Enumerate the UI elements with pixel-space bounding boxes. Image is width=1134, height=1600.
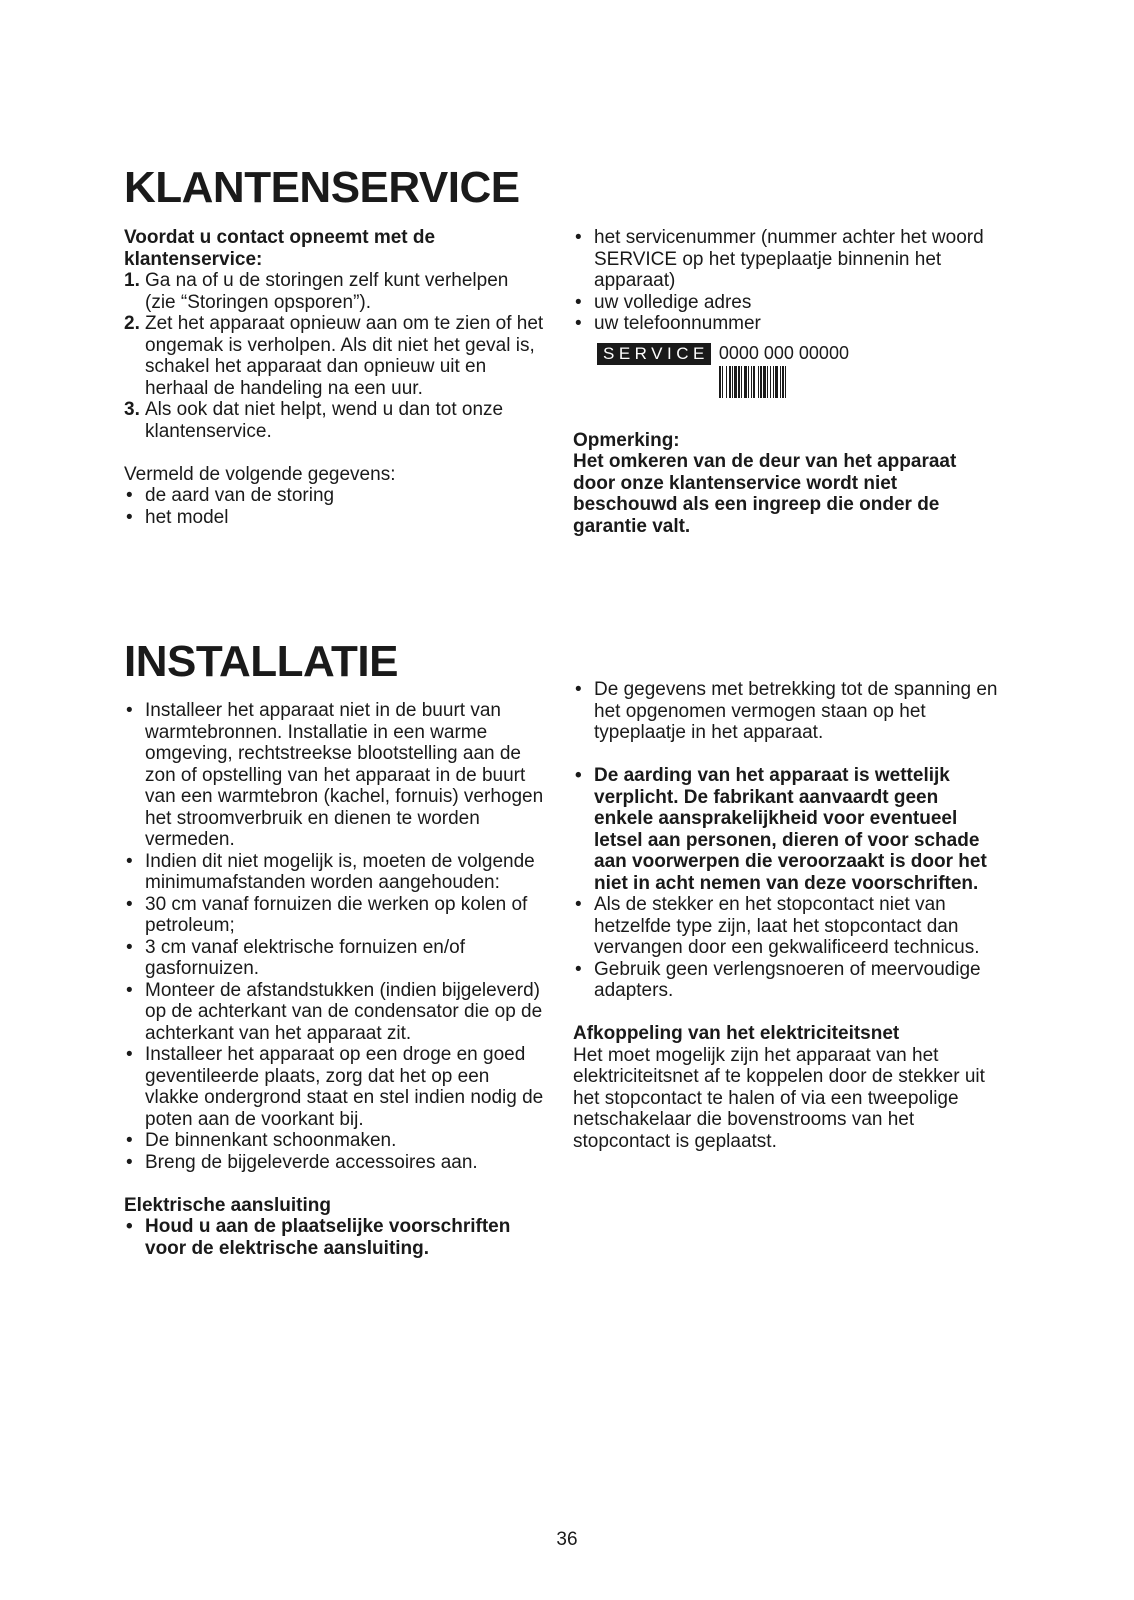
intro-heading: Voordat u contact opneemt met de klantenservice:: [124, 227, 436, 270]
note-text: Het omkeren van de deur van het apparaat door onze klantenservice wordt niet beschouwd als een ingreep die onder de garantie valt.: [573, 451, 957, 537]
electrical-info-list: [573, 679, 998, 744]
note-heading: Opmerking:: [573, 429, 680, 451]
list-item: • Gebruik geen verlengsnoeren of meervoudige adapters.: [573, 959, 998, 1002]
list-item: • Als de stekker en het stopcontact niet van hetzelfde type zijn, laat het stopcontact dan vervangen door een gekwalificeerd technicus.: [573, 894, 998, 959]
service-label: SERVICE: [597, 343, 711, 365]
service-badge: [597, 343, 998, 398]
info-intro: Vermeld de volgende gegevens:: [124, 463, 396, 485]
klantenservice-left-column: [124, 227, 544, 528]
list-item: • Installeer het apparaat op een droge en goed geventileerde plaats, zorg dat het op een vlakke ondergrond staat en stel indien nodig de poten aan de voorkant bij.: [124, 1044, 544, 1130]
step-item: 3. Als ook dat niet helpt, wend u dan tot onze klantenservice.: [124, 399, 504, 442]
list-item: • het model: [124, 507, 544, 529]
installation-list: [124, 700, 544, 1173]
list-item: • Breng de bijgeleverde accessoires aan.: [124, 1152, 544, 1174]
grounding-list: [573, 765, 998, 1002]
list-item: • Installeer het apparaat niet in de buurt van warmtebronnen. Installatie in een warme omgeving, rechtstreekse blootstelling aan de zon of opstelling van het apparaat in de buurt van een warmtebron (kachel, fornuis) verhogen het stroomverbruik en dienen te worden vermeden.: [124, 700, 544, 851]
barcode-icon: [719, 366, 855, 398]
list-item: • Houd u aan de plaatselijke voorschriften voor de elektrische aansluiting.: [124, 1216, 544, 1259]
list-item: • 3 cm vanaf elektrische fornuizen en/of gasfornuizen.: [124, 937, 544, 980]
klantenservice-right-column: [573, 227, 998, 537]
list-item: • Indien dit niet mogelijk is, moeten de volgende minimumafstanden worden aangehouden:: [124, 851, 544, 894]
list-item: • 30 cm vanaf fornuizen die werken op kolen of petroleum;: [124, 894, 544, 937]
installatie-title: INSTALLATIE: [124, 637, 398, 686]
info-list-left: [124, 485, 544, 528]
installatie-left-column: [124, 700, 544, 1259]
electrical-list: [124, 1216, 544, 1259]
disconnect-heading: Afkoppeling van het elektriciteitsnet: [573, 1023, 900, 1044]
service-number: 0000 000 00000: [718, 342, 849, 363]
electrical-heading: Elektrische aansluiting: [124, 1194, 331, 1216]
list-item: • uw telefoonnummer: [573, 313, 998, 335]
steps-list: [124, 270, 544, 442]
page-number: 36: [556, 1529, 578, 1550]
installatie-right-column: [573, 679, 998, 1152]
step-item: 2. Zet het apparaat opnieuw aan om te zien of het ongemak is verholpen. Als dit niet het geval is, schakel het apparaat dan opnieuw uit en herhaal de handeling na een uur.: [124, 313, 544, 399]
info-list-right: [573, 227, 998, 335]
list-item: • De gegevens met betrekking tot de spanning en het opgenomen vermogen staan op het typeplaatje in het apparaat.: [573, 679, 998, 744]
klantenservice-title: KLANTENSERVICE: [124, 163, 520, 212]
list-item: • het servicenummer (nummer achter het woord SERVICE op het typeplaatje binnenin het apparaat): [573, 227, 998, 292]
list-item: • uw volledige adres: [573, 292, 998, 314]
list-item: • de aard van de storing: [124, 485, 544, 507]
disconnect-text: Het moet mogelijk zijn het apparaat van het elektriciteitsnet af te koppelen door de stekker uit het stopcontact te halen of via een tweepolige netschakelaar die bovenstrooms van het stopcontact is geplaatst.: [573, 1044, 985, 1152]
step-item: 1. Ga na of u de storingen zelf kunt verhelpen (zie “Storingen opsporen”).: [124, 270, 509, 313]
list-item: • De binnenkant schoonmaken.: [124, 1130, 544, 1152]
list-item: • Monteer de afstandstukken (indien bijgeleverd) op de achterkant van de condensator die op de achterkant van het apparaat zit.: [124, 980, 544, 1045]
list-item: • De aarding van het apparaat is wettelijk verplicht. De fabrikant aanvaardt geen enkele aansprakelijkheid voor eventueel letsel aan personen, dieren of voor schade aan voorwerpen die veroorzaakt is door het niet in acht nemen van deze voorschriften.: [573, 765, 998, 894]
